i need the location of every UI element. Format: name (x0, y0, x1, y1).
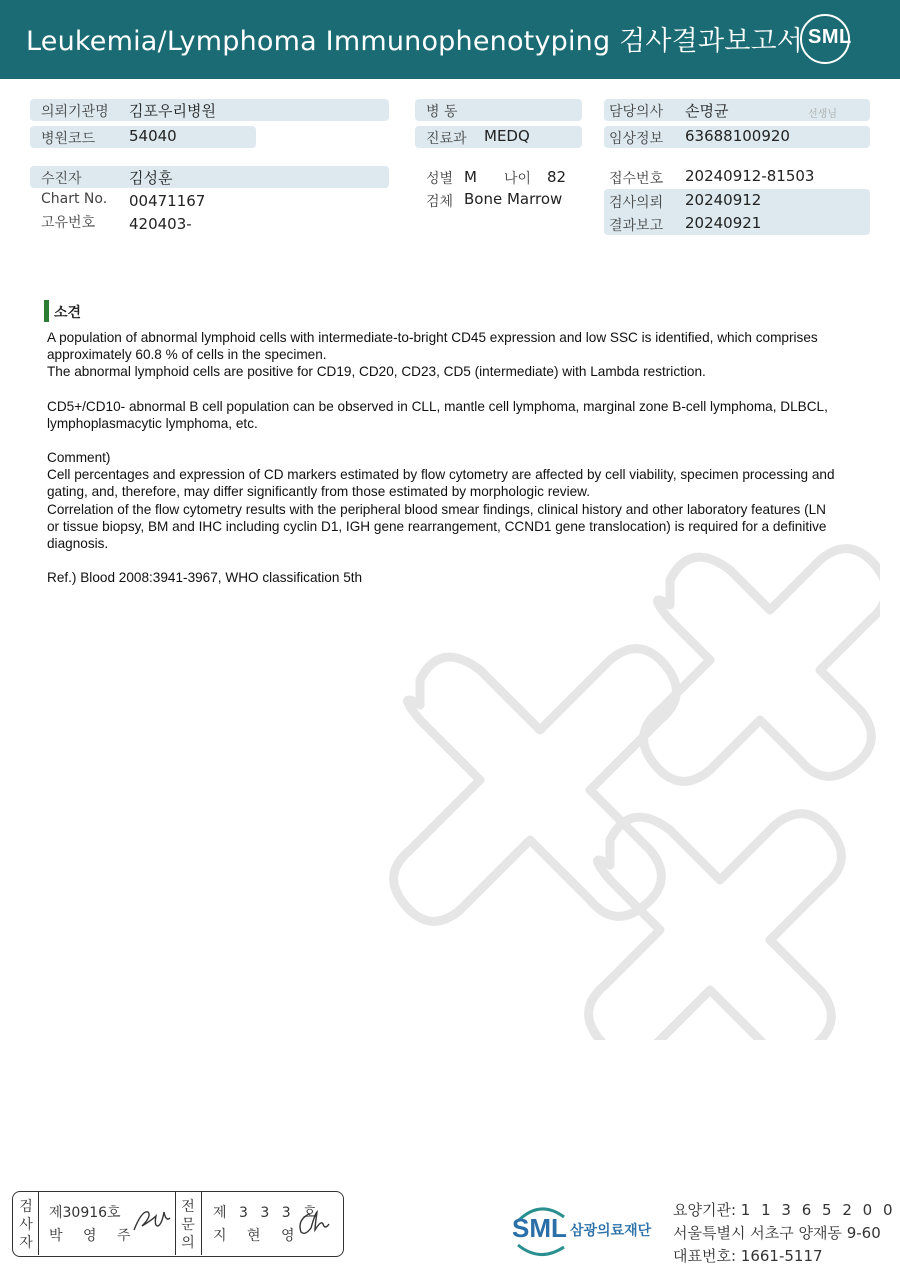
age-label: 나이 (504, 171, 532, 187)
header-logo-text: SML (808, 26, 852, 48)
doctor-value: 손명균 (685, 102, 729, 120)
hospital-code-value: 54040 (129, 127, 177, 145)
examiner-label: 검사자 (19, 1199, 33, 1251)
id-label: 고유번호 (41, 215, 96, 231)
specialist-signature-icon (295, 1208, 335, 1238)
footer-code-value: 1 1 3 6 5 2 0 0 (740, 1201, 896, 1219)
request-label: 검사의뢰 (609, 195, 664, 211)
sig-divider (201, 1192, 202, 1255)
chart-label: Chart No. (41, 191, 108, 207)
sex-label: 성별 (426, 171, 454, 187)
specialist-license: 제 3 3 3 호 (213, 1205, 321, 1221)
footer-logo-text: SML (512, 1213, 567, 1243)
findings-para-1: A population of abnormal lymphoid cells with intermediate-to-bright CD45 expression and low SSC is identified, which comprises approximately 60.8 % of cells in the specimen. The abnormal lymphoid cells are positive for CD19, CD20, CD23, CD5 (intermediate) with Lambda restriction. (47, 330, 818, 380)
footer-logo (510, 1199, 670, 1259)
cross-watermark-icon (360, 540, 880, 1040)
doctor-label: 담당의사 (609, 104, 664, 120)
footer-phone-line (673, 1245, 823, 1266)
findings-para-3: Comment) Cell percentages and expression of CD markers estimated by flow cytometry are affected by cell viability, specimen processing and gating, and, therefore, may differ significantly from those estimated by morphologic review. Correlation of the flow cytometry results with the peripheral blood smear findings, clinical history and other laboratory features (LN or tissue biopsy, BM and IHC including cyclin D1, IGH gene rearrangement, CCND1 gene translocation) is required for a definitive diagnosis. (47, 450, 835, 552)
footer-code-label: 요양기관: (673, 1201, 737, 1219)
id-value: 420403- (129, 215, 192, 233)
sig-divider (175, 1192, 176, 1255)
dept-value: MEDQ (484, 127, 530, 145)
sex-value: M (464, 168, 477, 186)
specialist-label: 전문의 (181, 1199, 195, 1251)
findings-reference: Ref.) Blood 2008:3941-3967, WHO classification 5th (47, 570, 363, 586)
clinical-value: 63688100920 (685, 127, 790, 145)
report-header (0, 0, 900, 79)
footer-code-line (673, 1199, 896, 1220)
section-marker (44, 300, 49, 322)
clinical-label: 임상정보 (609, 131, 664, 147)
examiner-name: 박 영 주 (49, 1228, 139, 1244)
age-value: 82 (547, 168, 567, 186)
patient-row-bg (30, 166, 389, 188)
request-value: 20240912 (685, 191, 762, 209)
patient-label: 수진자 (41, 171, 82, 187)
sig-divider (38, 1192, 39, 1255)
footer-phone-value: 1661-5117 (740, 1247, 823, 1265)
report-date-label: 결과보고 (609, 218, 664, 234)
receipt-label: 접수번호 (609, 171, 664, 187)
specimen-value: Bone Marrow (464, 190, 563, 208)
hospital-code-label: 병원코드 (41, 131, 96, 147)
footer-phone-label: 대표번호: (673, 1247, 737, 1265)
signature-box (12, 1191, 344, 1257)
patient-value: 김성훈 (129, 169, 173, 187)
hospital-value: 김포우리병원 (129, 102, 216, 120)
dept-label: 진료과 (426, 131, 467, 147)
report-date-value: 20240921 (685, 214, 762, 232)
findings-title: 소견 (54, 305, 82, 321)
examiner-license: 제30916호 (49, 1205, 121, 1221)
doctor-suffix: 선생님 (808, 109, 837, 120)
specimen-label: 검체 (426, 194, 454, 210)
examiner-signature-icon (131, 1206, 171, 1236)
footer-org-name: 삼광의료재단 (570, 1223, 652, 1239)
specialist-name: 지 현 영 (213, 1228, 303, 1244)
receipt-value: 20240912-81503 (685, 167, 815, 185)
chart-value: 00471167 (129, 192, 206, 210)
ward-label: 병 동 (426, 104, 458, 120)
footer-address: 서울특별시 서초구 양재동 9-60 (673, 1224, 881, 1242)
hospital-label: 의뢰기관명 (41, 104, 109, 120)
report-title: Leukemia/Lymphoma Immunophenotyping 검사결과보고서 (26, 26, 804, 57)
findings-para-2: CD5+/CD10- abnormal B cell population can be observed in CLL, mantle cell lymphoma, marginal zone B-cell lymphoma, DLBCL, lymphoplasmacytic lymphoma, etc. (47, 398, 828, 431)
